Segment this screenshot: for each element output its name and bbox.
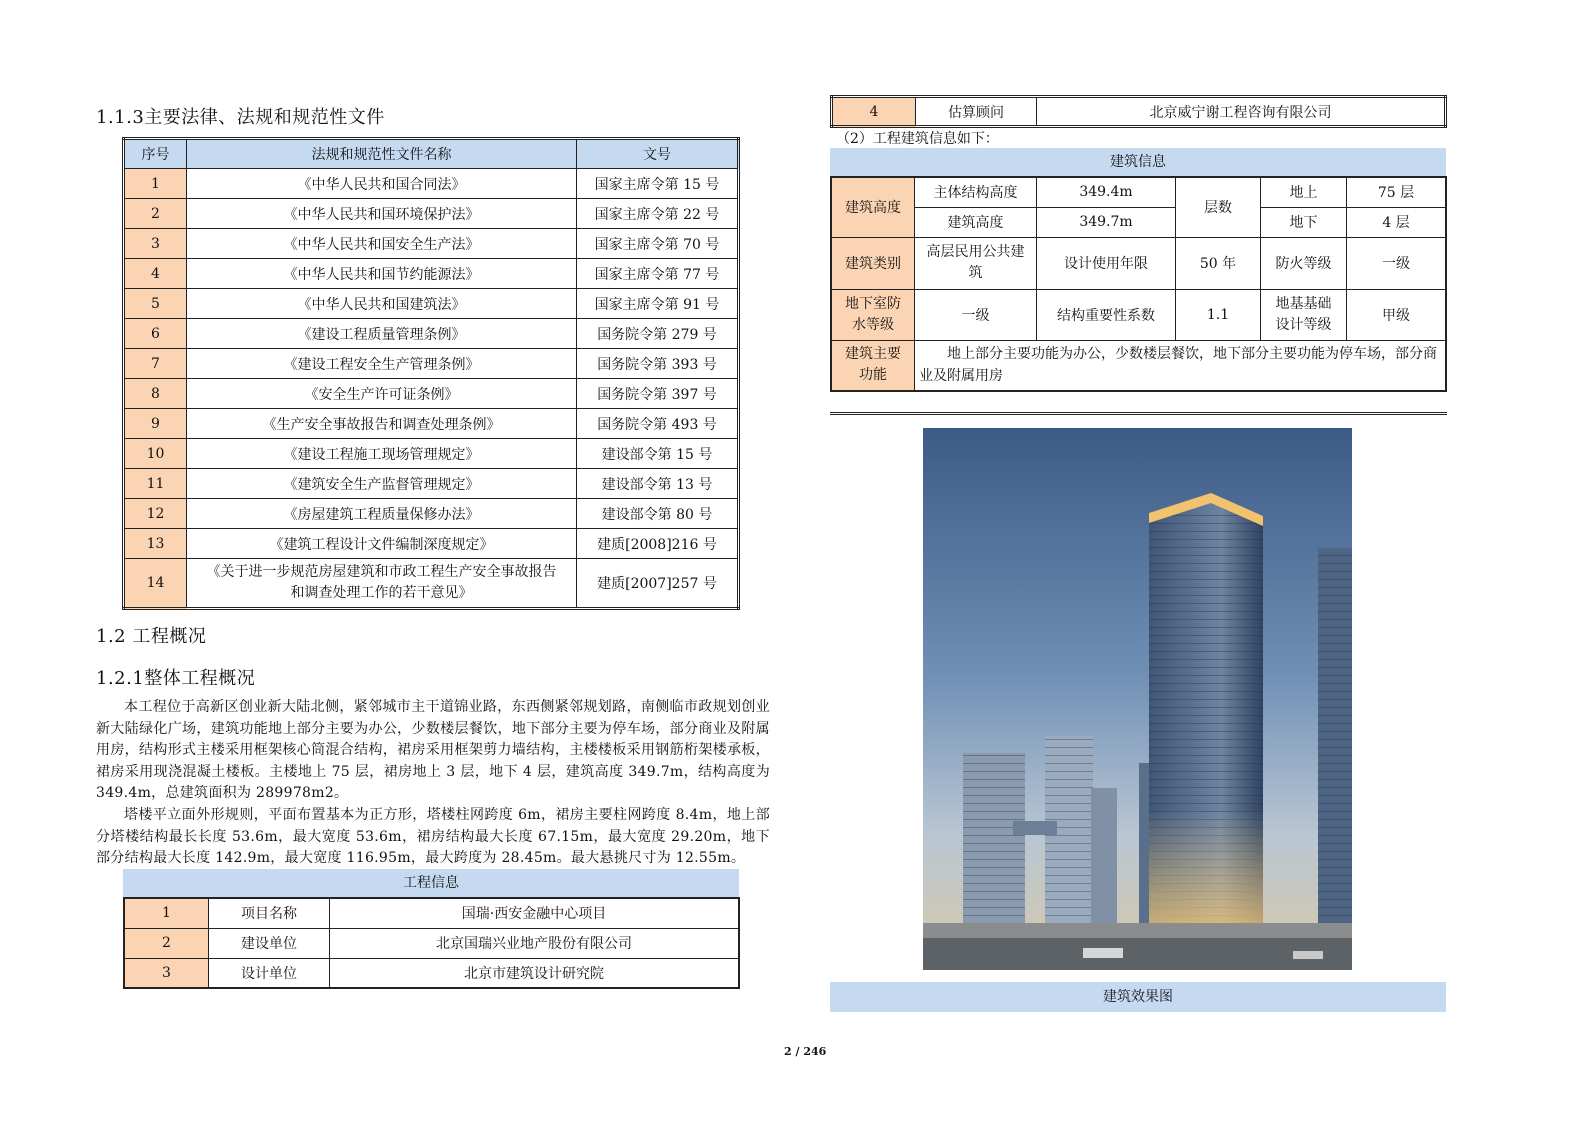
law-name: 《建筑工程设计文件编制深度规定》 [187, 529, 577, 559]
overall-heading: 1.2.1整体工程概况 [96, 668, 256, 689]
law-doc: 国务院令第 279 号 [577, 319, 739, 349]
main-struct-height-value: 349.4m [1037, 177, 1176, 207]
life-value: 50 年 [1176, 237, 1261, 289]
overview-paragraph-2: 塔楼平立面外形规则，平面布置基本为正方形，塔楼柱网跨度 6m，裙房主要柱网跨度 8.4m，地上部分塔楼结构最长长度 53.6m，最大宽度 53.6m，裙房结构最大长度 67.15m，最大宽度 29.20m，地下部分结构最大长度 142.9m，最大宽度 116.95m，最大跨度为 28.45m。最大悬挑尺寸为 12.55m。 [96, 807, 770, 867]
table-row [124, 349, 739, 379]
waterproof-label: 地下室防水等级 [831, 289, 915, 340]
function-label: 建筑主要功能 [831, 340, 915, 391]
laws-header-name: 法规和规范性文件名称 [187, 139, 577, 169]
table-row [124, 529, 739, 559]
law-name: 《建筑安全生产监督管理规定》 [187, 469, 577, 499]
importance-value: 1.1 [1176, 289, 1261, 340]
law-name: 《建设工程安全生产管理条例》 [187, 349, 577, 379]
law-doc: 国家主席令第 91 号 [577, 289, 739, 319]
table-row [124, 229, 739, 259]
table-row [124, 169, 739, 199]
law-no: 13 [124, 529, 187, 559]
table-row [124, 259, 739, 289]
law-doc: 建设部令第 80 号 [577, 499, 739, 529]
table-row [124, 439, 739, 469]
law-no: 9 [124, 409, 187, 439]
project-row-value: 国瑞·西安金融中心项目 [330, 898, 740, 928]
project-row-value: 北京威宁谢工程咨询有限公司 [1037, 97, 1446, 127]
table-bottom-rule [830, 412, 1447, 415]
table-row [124, 379, 739, 409]
law-name: 《建设工程施工现场管理规定》 [187, 439, 577, 469]
law-no: 10 [124, 439, 187, 469]
law-doc: 建质[2008]216 号 [577, 529, 739, 559]
law-no: 5 [124, 289, 187, 319]
law-doc: 国家主席令第 22 号 [577, 199, 739, 229]
building-rendering-image [923, 428, 1352, 970]
building-intro: （2）工程建筑信息如下： [836, 131, 999, 147]
laws-header-doc: 文号 [577, 139, 739, 169]
table-row [124, 898, 739, 928]
law-no: 7 [124, 349, 187, 379]
law-no: 12 [124, 499, 187, 529]
building-info-table [830, 176, 1447, 392]
project-info-title: 工程信息 [123, 869, 739, 897]
table-row [124, 469, 739, 499]
table-row [124, 319, 739, 349]
overview-heading: 1.2 工程概况 [96, 626, 207, 647]
building-height-value: 349.7m [1037, 207, 1176, 237]
overview-paragraph-1: 本工程位于高新区创业新大陆北侧，紧邻城市主干道锦业路，东西侧紧邻规划路，南侧临市政规划创业新大陆绿化广场，建筑功能地上部分主要为办公，少数楼层餐饮，地下部分主要为停车场，部分商业及附属用房，结构形式主楼采用框架核心筒混合结构，裙房采用框架剪力墙结构，主楼楼板采用钢筋桁架楼承板，裙房采用现浇混凝土楼板。主楼地上 75 层，裙房地上 3 层，地下 4 层，建筑高度 349.7m，结构高度为 349.4m，总建筑面积为 289978m2。 [96, 699, 770, 802]
figure-caption: 建筑效果图 [830, 982, 1446, 1012]
law-no: 6 [124, 319, 187, 349]
above-label: 地上 [1261, 177, 1347, 207]
law-doc: 国务院令第 397 号 [577, 379, 739, 409]
project-row-label: 估算顾问 [916, 97, 1037, 127]
main-struct-height-label: 主体结构高度 [915, 177, 1037, 207]
above-value: 75 层 [1347, 177, 1447, 207]
law-doc: 国家主席令第 77 号 [577, 259, 739, 289]
waterproof-value: 一级 [915, 289, 1037, 340]
category-label: 建筑类别 [831, 237, 915, 289]
below-value: 4 层 [1347, 207, 1447, 237]
law-name: 《房屋建筑工程质量保修办法》 [187, 499, 577, 529]
project-row-no: 3 [124, 958, 209, 988]
project-row-value: 北京市建筑设计研究院 [330, 958, 740, 988]
laws-heading: 1.1.3主要法律、法规和规范性文件 [96, 107, 385, 128]
law-no: 8 [124, 379, 187, 409]
table-row [124, 958, 739, 988]
project-row-no: 4 [832, 97, 916, 127]
law-no: 2 [124, 199, 187, 229]
function-value: 地上部分主要功能为办公，少数楼层餐饮，地下部分主要功能为停车场，部分商业及附属用房 [915, 340, 1447, 391]
law-name: 《中华人民共和国安全生产法》 [187, 229, 577, 259]
law-doc: 国家主席令第 15 号 [577, 169, 739, 199]
project-info-table [123, 897, 740, 989]
law-name: 《中华人民共和国节约能源法》 [187, 259, 577, 289]
building-info-title: 建筑信息 [830, 148, 1446, 176]
law-doc: 国务院令第 493 号 [577, 409, 739, 439]
law-name: 《建设工程质量管理条例》 [187, 319, 577, 349]
laws-header-no: 序号 [124, 139, 187, 169]
building-rendering-svg [923, 428, 1352, 970]
law-doc: 建设部令第 13 号 [577, 469, 739, 499]
importance-label: 结构重要性系数 [1037, 289, 1176, 340]
table-row [124, 289, 739, 319]
project-row-value: 北京国瑞兴业地产股份有限公司 [330, 928, 740, 958]
project-row-no: 1 [124, 898, 209, 928]
foundation-value: 甲级 [1347, 289, 1447, 340]
foundation-label: 地基基础设计等级 [1261, 289, 1347, 340]
building-height-label: 建筑高度 [915, 207, 1037, 237]
table-row [124, 559, 739, 609]
project-row-label: 项目名称 [209, 898, 330, 928]
fire-label: 防火等级 [1261, 237, 1347, 289]
laws-table [122, 137, 740, 610]
height-label: 建筑高度 [831, 177, 915, 237]
page-number: 2 / 246 [784, 1045, 827, 1058]
project-row-label: 建设单位 [209, 928, 330, 958]
law-doc: 国务院令第 393 号 [577, 349, 739, 379]
law-doc: 国家主席令第 70 号 [577, 229, 739, 259]
project-row-no: 2 [124, 928, 209, 958]
law-no: 3 [124, 229, 187, 259]
project-row-label: 设计单位 [209, 958, 330, 988]
law-name: 《生产安全事故报告和调查处理条例》 [187, 409, 577, 439]
law-doc: 建质[2007]257 号 [577, 559, 739, 609]
law-name: 《安全生产许可证条例》 [187, 379, 577, 409]
table-row [124, 499, 739, 529]
life-label: 设计使用年限 [1037, 237, 1176, 289]
law-name: 《关于进一步规范房屋建筑和市政工程生产安全事故报告和调查处理工作的若干意见》 [187, 559, 577, 609]
table-row [832, 97, 1446, 127]
law-doc: 建设部令第 15 号 [577, 439, 739, 469]
law-no: 11 [124, 469, 187, 499]
category-value: 高层民用公共建筑 [915, 237, 1037, 289]
table-row [124, 928, 739, 958]
below-label: 地下 [1261, 207, 1347, 237]
table-row [124, 409, 739, 439]
law-name: 《中华人民共和国建筑法》 [187, 289, 577, 319]
law-no: 14 [124, 559, 187, 609]
table-row [124, 199, 739, 229]
law-no: 1 [124, 169, 187, 199]
floors-label: 层数 [1176, 177, 1261, 237]
project-info-table-continued [830, 95, 1447, 128]
fire-value: 一级 [1347, 237, 1447, 289]
law-name: 《中华人民共和国合同法》 [187, 169, 577, 199]
law-no: 4 [124, 259, 187, 289]
law-name: 《中华人民共和国环境保护法》 [187, 199, 577, 229]
